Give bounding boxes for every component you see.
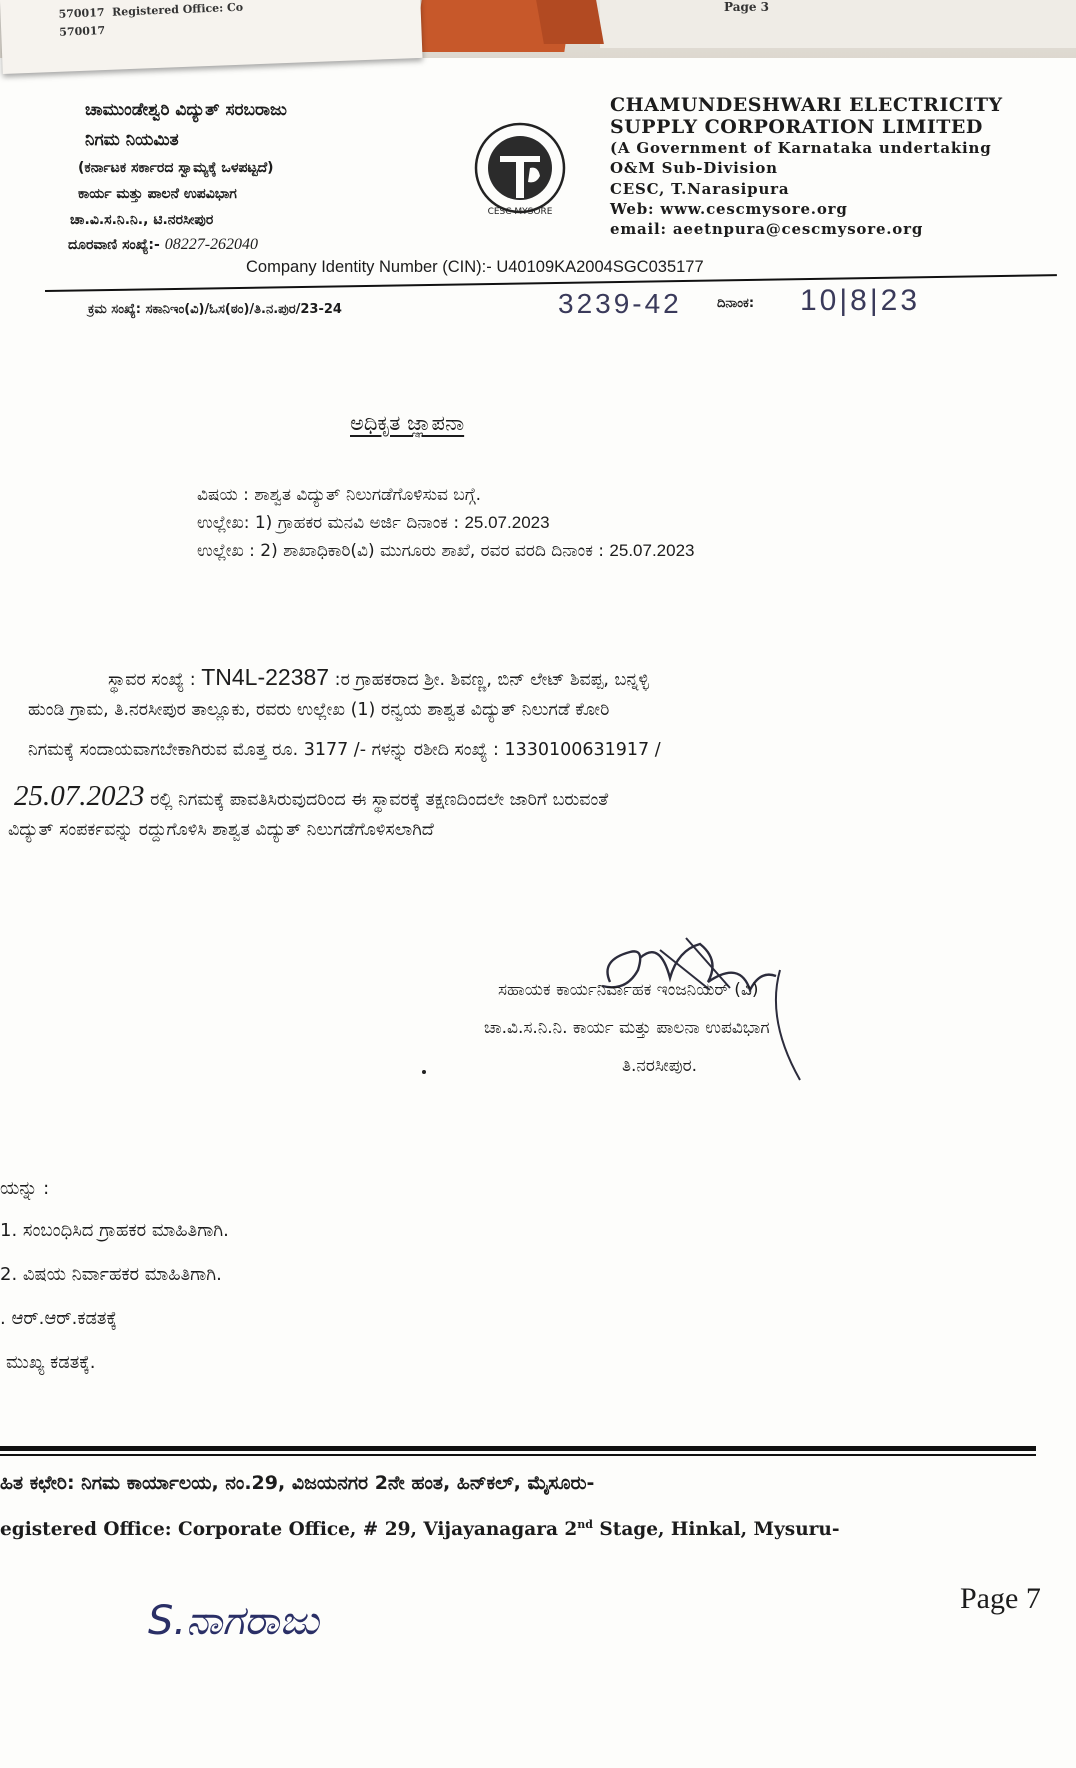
- copy-to-item: 2. ವಿಷಯ ನಿರ್ವಾಹಕರ ಮಾಹಿತಿಗಾಗಿ.: [0, 1264, 222, 1285]
- signatory-place: ತಿ.ನರಸೀಪುರ.: [622, 1056, 698, 1076]
- header-kn-phone: ದೂರವಾಣಿ ಸಂಖ್ಯೆ:- 08227-262040: [68, 236, 259, 253]
- reference-number: 3239-42: [558, 288, 682, 319]
- payment-date: 25.07.2023: [14, 780, 145, 812]
- header-kn-line4: ಕಾರ್ಯ ಮತ್ತು ಪಾಲನೆ ಉಪವಿಭಾಗ: [78, 186, 237, 202]
- reference-1: ಉಲ್ಲೇಖ: 1) ಗ್ರಾಹಕರ ಮನವಿ ಅರ್ಜಿ ದಿನಾಂಕ : 25.07.2023: [197, 513, 550, 533]
- logo-caption: CESC MYSORE: [487, 207, 553, 217]
- header-en-line4: O&M Sub-Division: [610, 159, 778, 177]
- body-line-1: ಸ್ಥಾವರ ಸಂಖ್ಯೆ : TN4L-22387 :ರ ಗ್ರಾಹಕರಾದ ಶ್ರೀ. ಶಿವಣ್ಣ, ಬಿನ್ ಲೇಟ್ ಶಿವಪ್ಪ, ಬನ್ನಳ್ಳಿ: [108, 664, 650, 690]
- header-kn-line3: (ಕರ್ನಾಟಕ ಸರ್ಕಾರದ ಸ್ವಾಮ್ಯಕ್ಕೆ ಒಳಪಟ್ಟದೆ): [78, 160, 274, 176]
- previous-page-left-code: 570017: [59, 23, 106, 39]
- reference-label: ಕ್ರಮ ಸಂಖ್ಯೆ: ಸಕಾನಿಇಂ(ವಿ)/ಓಸ(ಠಂ)/ತಿ.ನ.ಪುರ/23-24: [88, 302, 342, 317]
- header-en-line5: CESC, T.Narasipura: [610, 180, 790, 198]
- body-line-3: ನಿಗಮಕ್ಕೆ ಸಂದಾಯವಾಗಬೇಕಾಗಿರುವ ಮೊತ್ತ ರೂ. 3177 /- ಗಳನ್ನು ರಶೀದಿ ಸಂಖ್ಯೆ : 1330100631917 /: [28, 740, 661, 760]
- subject-line: ವಿಷಯ : ಶಾಶ್ವತ ವಿದ್ಯುತ್ ನಿಲುಗಡೆಗೊಳಿಸುವ ಬಗ್ಗೆ.: [197, 485, 482, 505]
- copy-to-item: ಮುಖ್ಯ ಕಡತಕ್ಕೆ.: [6, 1352, 96, 1373]
- previous-page-right-part: [600, 0, 1076, 48]
- reference-2: ಉಲ್ಲೇಖ : 2) ಶಾಖಾಧಿಕಾರಿ(ವಿ) ಮುಗೂರು ಶಾಖೆ, ರವರ ವರದಿ ದಿನಾಂಕ : 25.07.2023: [197, 541, 695, 561]
- document-title: ಅಧಿಕೃತ ಜ್ಞಾಪನಾ: [350, 411, 465, 435]
- cesc-logo-icon: [470, 118, 570, 218]
- company-cin: Company Identity Number (CIN):- U40109KA2004SGC035177: [246, 258, 704, 276]
- header-en-line2: SUPPLY CORPORATION LIMITED: [610, 116, 983, 138]
- header-en-line3: (A Government of Karnataka undertaking: [610, 139, 992, 157]
- header-kn-line5: ಚಾ.ವಿ.ಸ.ನಿ.ನಿ., ಟಿ.ನರಸೀಪುರ: [70, 212, 214, 228]
- reference-date: 10|8|23: [800, 284, 921, 317]
- signatory-designation: ಸಹಾಯಕ ಕಾರ್ಯನಿರ್ವಾಹಕ ಇಂಜನಿಯರ್ (ವಿ): [498, 980, 759, 1000]
- header-en-web: Web: www.cescmysore.org: [610, 200, 848, 218]
- copy-to-item: . ಆರ್.ಆರ್.ಕಡತಕ್ಕೆ: [0, 1308, 117, 1329]
- body-line-4: 25.07.2023 ರಲ್ಲಿ ನಿಗಮಕ್ಕೆ ಪಾವತಿಸಿರುವುದರಿಂದ ಈ ಸ್ಥಾವರಕ್ಕೆ ತಕ್ಷಣದಿಂದಲೇ ಜಾರಿಗೆ ಬರುವಂತೆ: [14, 780, 609, 812]
- installation-number: TN4L-22387: [201, 664, 330, 690]
- reference-date-label: ದಿನಾಂಕ:: [717, 296, 755, 311]
- previous-page-number: Page 3: [724, 0, 770, 14]
- handwritten-signature-name: S.ನಾಗರಾಜು: [148, 1598, 319, 1644]
- footer-address-english: egistered Office: Corporate Office, # 29, Vijayanagara 2nd Stage, Hinkal, Mysuru-: [0, 1518, 840, 1541]
- body-line-2: ಹುಂಡಿ ಗ್ರಾಮ, ತಿ.ನರಸೀಪುರ ತಾಲ್ಲೂಕು, ರವರು ಉಲ್ಲೇಖ (1) ರನ್ವಯ ಶಾಶ್ವತ ವಿದ್ಯುತ್ ನಿಲುಗಡೆ ಕೋರಿ: [28, 700, 610, 720]
- body-line-5: ವಿದ್ಯುತ್ ಸಂಪರ್ಕವನ್ನು ರದ್ದುಗೊಳಿಸಿ ಶಾಶ್ವತ ವಿದ್ಯುತ್ ನಿಲುಗಡೆಗೊಳಿಸಲಾಗಿದೆ: [8, 820, 434, 840]
- footer-rule-thick: [0, 1446, 1036, 1451]
- previous-page-left-part: [0, 0, 423, 74]
- header-en-line1: CHAMUNDESHWARI ELECTRICITY: [610, 94, 1003, 116]
- footer-rule-thin: [0, 1454, 1036, 1456]
- page-number: Page 7: [960, 1582, 1041, 1615]
- orange-paper-piece-2: [536, 0, 604, 44]
- header-en-email: email: aeetnpura@cescmysore.org: [610, 220, 924, 238]
- previous-page-left-text: 570017 Registered Office: Co: [58, 0, 244, 21]
- header-kn-line2: ನಿಗಮ ನಿಯಮಿತ: [85, 130, 179, 150]
- footer-address-kannada: ಹಿತ ಕಛೇರಿ: ನಿಗಮ ಕಾರ್ಯಾಲಯ, ನಂ.29, ವಿಜಯನಗರ 2ನೇ ಹಂತ, ಹಿನ್‌ಕಲ್, ಮೈಸೂರು-: [0, 1472, 595, 1494]
- copy-to-label: ಯನ್ನು :: [0, 1178, 50, 1199]
- copy-to-item: 1. ಸಂಬಂಧಿಸಿದ ಗ್ರಾಹಕರ ಮಾಹಿತಿಗಾಗಿ.: [0, 1220, 229, 1241]
- header-kn-line1: ಚಾಮುಂಡೇಶ್ವರಿ ವಿದ್ಯುತ್ ಸರಬರಾಜು: [85, 100, 287, 120]
- stray-dot: [422, 1070, 426, 1074]
- signatory-office: ಚಾ.ವಿ.ಸ.ನಿ.ನಿ. ಕಾರ್ಯ ಮತ್ತು ಪಾಲನಾ ಉಪವಿಭಾಗ: [484, 1018, 770, 1038]
